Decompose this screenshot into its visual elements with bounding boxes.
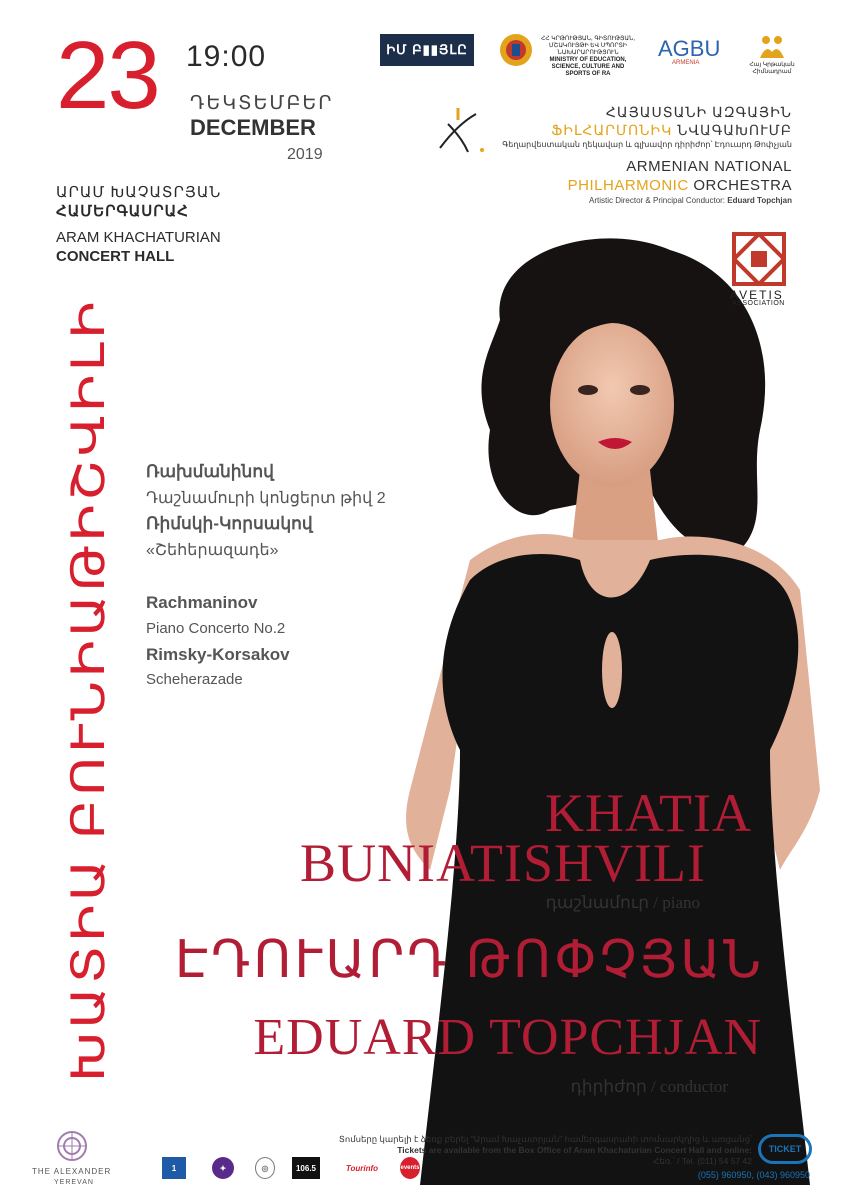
venue-hy-line1: ԱՐԱՄ ԽԱՉԱՏՐՅԱՆ <box>56 184 222 201</box>
orchestra-en-orchestra: ORCHESTRA <box>688 177 792 194</box>
coat-of-arms-icon <box>498 32 534 68</box>
conductor-name-en: EDUARD TOPCHJAN <box>253 1009 762 1066</box>
event-month-hy: ԴԵԿՏԵՄԲԵՐ <box>190 93 334 114</box>
orchestra-en-philharmonic: PHILHARMONIC <box>567 177 689 194</box>
ministry-en-label: MINISTRY OF EDUCATION, SCIENCE, CULTURE AND SPORTS OF RA <box>549 57 627 77</box>
footer-hy-text: Տոմսերը կարելի է ձեռք բերել "Արամ Խաչատրյան" համերգասրահի տոմսարկղից և առցանց՝ <box>338 1134 752 1144</box>
avetis-knot-icon <box>732 232 786 286</box>
agbu-sub: ARMENIA <box>672 60 700 66</box>
radio-logo: ✦ <box>212 1157 234 1179</box>
im-mobile-logo: ԻՄ Բ▮▮ՅԼԸ <box>380 34 474 66</box>
venue-en-line2: CONCERT HALL <box>56 248 175 265</box>
footer-phones: (055) 960950, (043) 960950 <box>697 1170 810 1180</box>
program-en-composer-1: Rachmaninov <box>146 593 258 612</box>
ticket-logo: TICKET <box>758 1134 812 1164</box>
agbu-logo: AGBU <box>658 36 721 61</box>
conductor-role: դիրիժոր / conductor <box>570 1077 728 1096</box>
orchestra-hy-line1: ՀԱՅԱՍՏԱՆԻ ԱԶԳԱՅԻՆ <box>605 104 792 120</box>
soloist-role: դաշնամուր / piano <box>545 893 700 912</box>
orchestra-director-name: Eduard Topchjan <box>727 196 792 205</box>
avetis-association-label: ASSOCIATION <box>732 300 785 307</box>
radio-1065-logo: 106.5 <box>292 1157 320 1179</box>
orchestra-en-line3 <box>589 196 792 205</box>
soloist-first-name: KHATIA <box>545 783 752 843</box>
program-hy-work-1: Դաշնամուրի կոնցերտ թիվ 2 <box>146 490 386 507</box>
orchestra-hy-philharmonic: ՖԻԼՀԱՐՄՈՆԻԿ <box>551 122 673 138</box>
avetis-label: AVETIS <box>730 288 784 302</box>
orchestra-en-line1: ARMENIAN NATIONAL <box>626 158 792 175</box>
orchestra-hy-line3: Գեղարվեստական ղեկավար և գլխավոր դիրիժոր՝ Էդուարդ Թոփչյան <box>502 140 792 149</box>
events-logo: events <box>400 1157 420 1179</box>
program-en-composer-2: Rimsky-Korsakov <box>146 645 290 664</box>
footer-en-text: Tickets are available from the Box Office of Aram Khachaturian Concert Hall and online: <box>397 1145 752 1155</box>
fund-label: Հայ Կրթական Հիմնադրամ <box>749 62 795 75</box>
program-hy-composer-1: Ռախմանինով <box>146 462 274 481</box>
ministry-hy-label: ՀՀ ԿՐԹՈՒԹՅԱՆ, ԳԻՏՈՒԹՅԱՆ, ՄՇԱԿՈՒՅԹԻ ԵՎ ՍՊՈՐՏԻ ՆԱԽԱՐԱՐՈՒԹՅՈՒՆ <box>540 36 636 56</box>
orchestra-hy-line2 <box>551 122 792 139</box>
program-hy-work-2: «Շեհերազադե» <box>146 542 279 559</box>
soloist-last-name: BUNIATISHVILI <box>300 833 706 893</box>
channel-1-logo: 1 <box>162 1157 186 1179</box>
program-en-work-1: Piano Concerto No.2 <box>146 620 286 637</box>
program-hy-composer-2: Ռիմսկի-Կորսակով <box>146 514 313 533</box>
family-icon <box>757 34 787 60</box>
orchestra-hy-ensemble: ՆՎԱԳԱԽՈՒՄԲ <box>672 122 792 138</box>
venue-en-line1: ARAM KHACHATURIAN <box>56 229 221 246</box>
event-year: 2019 <box>287 146 323 163</box>
alexander-name: THE ALEXANDER <box>32 1167 112 1176</box>
alexander-city: YEREVAN <box>54 1179 94 1186</box>
event-month-en: DECEMBER <box>190 115 316 140</box>
footer-phone-line: Հեռ.՝ / Tel. (011) 54 57 42 <box>653 1156 752 1166</box>
tourinfo-logo: Tourinfo <box>345 1163 379 1173</box>
vertical-title-text: ԽԱՏԻԱ ԲՈՒՆԻԱԹԻՇՎԻԼԻ <box>63 414 114 1082</box>
conductor-name-hy: ԷԴՈՒԱՐԴ ԹՈՓՉՅԱՆ <box>174 932 764 989</box>
orchestra-en-line2 <box>568 177 792 194</box>
venue-hy-line2: ՀԱՄԵՐԳԱՍՐԱՀ <box>56 203 189 220</box>
broadcast-logo: ◎ <box>255 1157 275 1179</box>
event-day: 23 <box>56 22 159 129</box>
orchestra-director-label: Artistic Director & Principal Conductor: <box>588 196 728 205</box>
orchestra-logo-icon <box>428 104 488 158</box>
program-en-work-2: Scheherazade <box>146 671 243 688</box>
alexander-logo-icon <box>52 1128 92 1164</box>
event-time: 19:00 <box>186 40 267 73</box>
